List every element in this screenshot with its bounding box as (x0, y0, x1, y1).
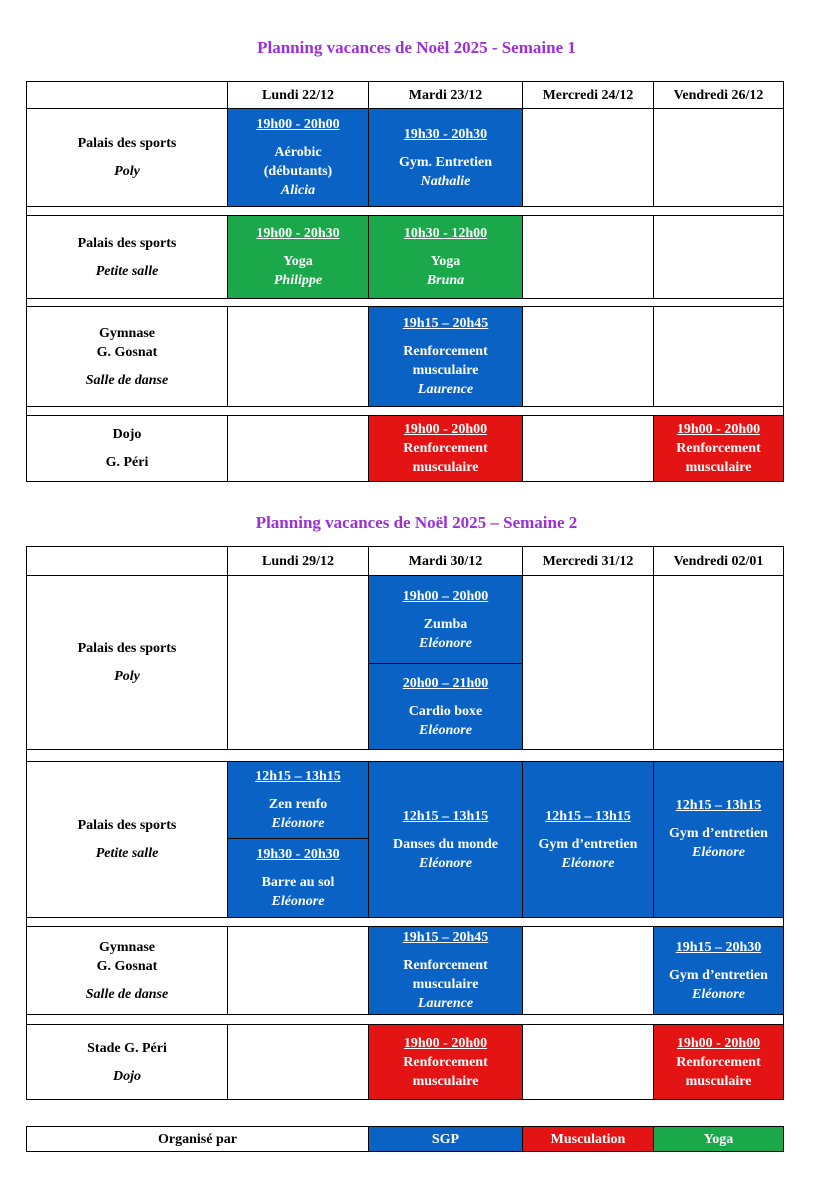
w1-empty-cell (653, 215, 784, 299)
session-activity: musculaire (685, 1073, 752, 1089)
w2-session-cardio-boxe[interactable] (368, 663, 523, 750)
session-activity: Renforcement (403, 958, 488, 973)
w2-empty-cell (227, 575, 369, 750)
session-coach: Alicia (280, 183, 316, 198)
session-activity: Renforcement (403, 344, 488, 359)
session-time: 19h00 - 20h00 (403, 422, 488, 437)
row-separator-line (26, 749, 784, 750)
w1-session-aerobic[interactable] (227, 108, 369, 207)
w1-empty-cell (522, 306, 654, 407)
place-name: G. Gosnat (96, 958, 158, 974)
session-time: 19h15 – 20h45 (402, 316, 489, 331)
session-time: 19h00 - 20h00 (676, 1035, 761, 1051)
place-sub: Petite salle (95, 263, 159, 279)
session-time: 12h15 – 13h15 (675, 798, 762, 813)
session-coach: Eléonore (692, 986, 745, 1002)
row-separator-line (26, 917, 784, 918)
w1-day-header: Mardi 23/12 (368, 81, 523, 109)
session-activity: Gym d’entretien (669, 967, 768, 983)
w1-empty-cell (653, 306, 784, 407)
session-coach: Philippe (273, 273, 323, 288)
w1-empty-cell (653, 108, 784, 207)
session-time: 12h15 – 13h15 (545, 808, 631, 824)
session-coach: Eléonore (271, 894, 325, 909)
w1-empty-cell (227, 306, 369, 407)
w2-empty-cell (653, 575, 784, 750)
w1-session-musculation[interactable] (368, 415, 523, 482)
w1-session-musculation[interactable] (653, 415, 784, 482)
session-coach: Bruna (426, 273, 465, 288)
session-activity: Renforcement (403, 441, 488, 456)
w1-empty-cell (522, 415, 654, 482)
w1-place-petite-salle (26, 215, 228, 299)
place-name: Gymnase (99, 325, 155, 341)
place-name: G. Gosnat (96, 344, 158, 360)
w2-session-danses[interactable] (368, 761, 523, 918)
session-activity: Barre au sol (261, 875, 335, 890)
session-time: 12h15 – 13h15 (402, 808, 489, 824)
session-activity: musculaire (412, 363, 479, 378)
session-activity: Zumba (423, 616, 468, 632)
place-name: Palais des sports (77, 818, 177, 833)
session-coach: Laurence (417, 996, 474, 1011)
place-name: Palais des sports (77, 235, 177, 251)
w2-session-musculation[interactable] (368, 1024, 523, 1100)
w1-session-gym[interactable] (368, 108, 523, 207)
place-name: Dojo (112, 427, 142, 442)
w2-session-gym[interactable] (653, 761, 784, 918)
w1-day-header: Mercredi 24/12 (522, 81, 654, 109)
w2-day-header: Mardi 30/12 (368, 546, 523, 576)
row-separator-line (26, 406, 784, 407)
w2-session-zen-renfo[interactable] (227, 761, 369, 839)
w1-session-yoga[interactable] (227, 215, 369, 299)
session-activity: Aérobic (274, 145, 322, 160)
session-activity: musculaire (412, 1073, 479, 1089)
legend-label: Organisé par (26, 1126, 369, 1152)
session-time: 19h00 – 20h00 (402, 588, 489, 604)
session-coach: Eléonore (692, 845, 745, 860)
w2-corner-cell (26, 546, 228, 576)
session-activity: Gym. Entretien (398, 154, 493, 170)
session-time: 19h00 - 20h00 (676, 422, 761, 437)
session-time: 12h15 – 13h15 (255, 769, 341, 784)
session-activity: Renforcement (676, 441, 761, 456)
session-activity: Danses du monde (392, 836, 499, 852)
session-activity: Cardio boxe (408, 703, 483, 719)
session-time: 19h30 - 20h30 (403, 126, 488, 142)
w1-empty-cell (522, 108, 654, 207)
legend-sgp: SGP (368, 1126, 523, 1152)
row-separator-line (26, 1014, 784, 1015)
w2-empty-cell (522, 1024, 654, 1100)
place-sub: G. Péri (105, 455, 149, 470)
session-time: 19h00 - 20h00 (403, 1035, 488, 1051)
session-coach: Eléonore (419, 635, 472, 651)
legend-musculation: Musculation (522, 1126, 654, 1152)
session-coach: Nathalie (420, 173, 471, 189)
week1-title: Planning vacances de Noël 2025 - Semaine 1 (257, 38, 576, 57)
session-coach: Eléonore (561, 855, 615, 871)
session-activity: Zen renfo (268, 797, 328, 812)
w2-place-gosnat (26, 926, 228, 1015)
w1-place-gosnat (26, 306, 228, 407)
session-activity: Gym d’entretien (669, 826, 768, 841)
session-activity: (débutants) (263, 164, 333, 179)
place-sub: Poly (114, 669, 140, 684)
place-name: Stade G. Péri (87, 1040, 167, 1056)
place-sub: Petite salle (95, 846, 159, 861)
session-coach: Eléonore (419, 722, 472, 738)
place-name: Palais des sports (77, 641, 177, 656)
place-sub: Dojo (113, 1068, 141, 1084)
w1-empty-cell (522, 215, 654, 299)
session-time: 19h30 - 20h30 (256, 847, 340, 862)
w2-empty-cell (522, 575, 654, 750)
w2-session-gym[interactable] (653, 926, 784, 1015)
session-activity: musculaire (412, 977, 479, 992)
row-separator-line (26, 206, 784, 207)
w1-empty-cell (227, 415, 369, 482)
row-separator-line (26, 298, 784, 299)
w1-session-yoga[interactable] (368, 215, 523, 299)
place-sub: Salle de danse (85, 372, 169, 388)
session-activity: musculaire (685, 460, 752, 475)
w1-day-header: Lundi 22/12 (227, 81, 369, 109)
session-activity: Yoga (430, 254, 461, 269)
w1-corner-cell (26, 81, 228, 109)
w1-place-poly (26, 108, 228, 207)
w1-day-header: Vendredi 26/12 (653, 81, 784, 109)
w2-place-stade (26, 1024, 228, 1100)
session-coach: Eléonore (419, 855, 472, 871)
session-activity: Renforcement (676, 1054, 761, 1070)
place-name: Gymnase (99, 939, 155, 955)
w2-day-header: Vendredi 02/01 (653, 546, 784, 576)
legend-yoga: Yoga (653, 1126, 784, 1152)
week2-title: Planning vacances de Noël 2025 – Semaine 2 (255, 513, 578, 532)
session-activity: Yoga (283, 254, 313, 269)
session-time: 19h15 – 20h30 (675, 939, 762, 955)
session-time: 19h00 - 20h30 (256, 226, 340, 241)
w1-place-dojo (26, 415, 228, 482)
w2-session-zumba[interactable] (368, 575, 523, 664)
session-time: 20h00 – 21h00 (402, 675, 489, 691)
w2-session-musculation[interactable] (653, 1024, 784, 1100)
w2-empty-cell (227, 1024, 369, 1100)
session-time: 10h30 - 12h00 (403, 226, 488, 241)
w2-empty-cell (227, 926, 369, 1015)
session-activity: musculaire (412, 460, 479, 475)
session-activity: Renforcement (403, 1054, 488, 1070)
session-activity: Gym d’entretien (538, 836, 638, 852)
place-name: Palais des sports (77, 136, 177, 151)
session-coach: Laurence (417, 382, 474, 397)
w2-place-poly (26, 575, 228, 750)
w2-session-gym[interactable] (522, 761, 654, 918)
w2-day-header: Lundi 29/12 (227, 546, 369, 576)
w1-session-renfo[interactable] (368, 306, 523, 407)
w2-session-renfo[interactable] (368, 926, 523, 1015)
w2-session-barre-au-sol[interactable] (227, 838, 369, 918)
session-time: 19h00 - 20h00 (256, 117, 340, 132)
w2-day-header: Mercredi 31/12 (522, 546, 654, 576)
session-coach: Eléonore (271, 816, 325, 831)
place-sub: Salle de danse (85, 986, 169, 1002)
w2-empty-cell (522, 926, 654, 1015)
session-time: 19h15 – 20h45 (402, 930, 489, 945)
place-sub: Poly (114, 164, 140, 179)
w2-place-petite-salle (26, 761, 228, 918)
